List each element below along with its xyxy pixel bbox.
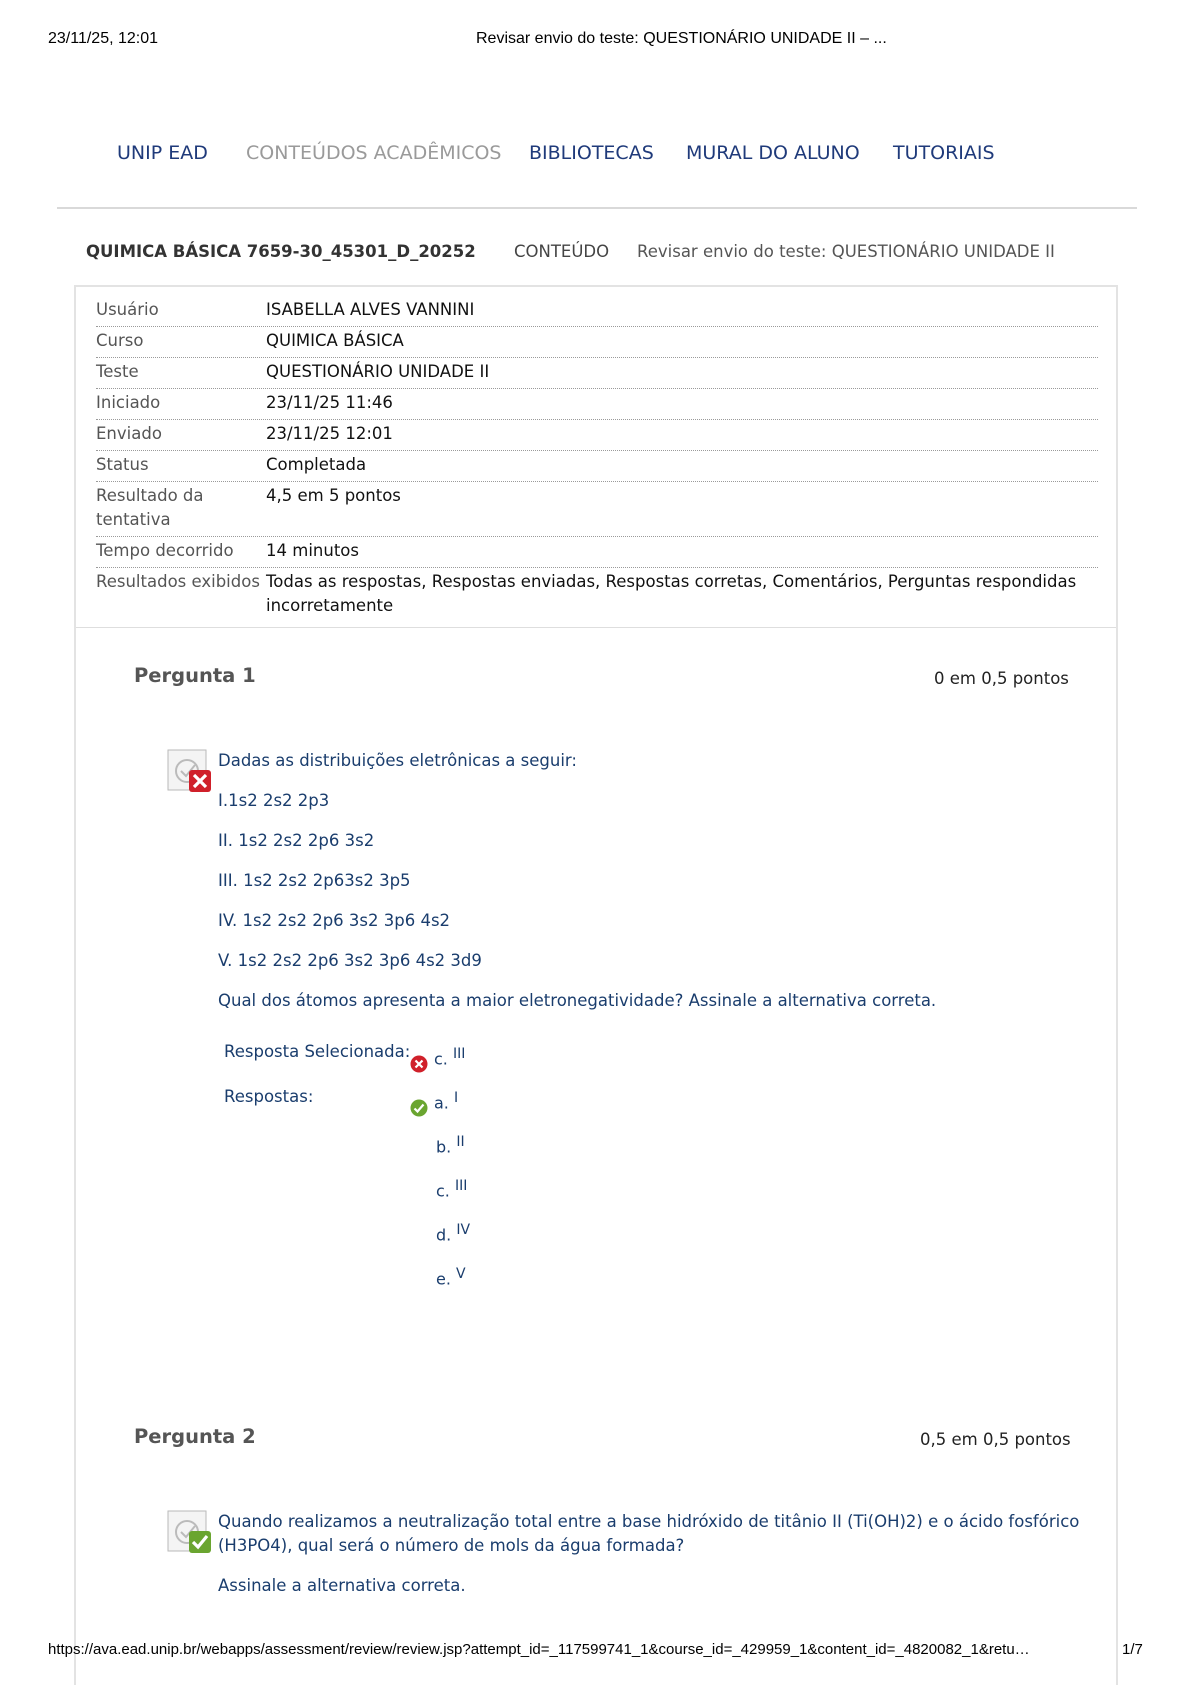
answer-option-c [436,1178,467,1200]
info-label: Usuário [96,300,159,319]
question-2-title: Pergunta 2 [134,1425,256,1448]
info-value: 14 minutos [266,541,359,560]
info-label: Enviado [96,424,162,443]
answer-option-b [436,1134,465,1156]
print-title: Revisar envio do teste: QUESTIONÁRIO UNIDADE II – ... [476,30,887,47]
option-text: IV [456,1222,471,1238]
breadcrumb-current-page: Revisar envio do teste: QUESTIONÁRIO UNIDADE II [637,242,1055,261]
info-row-iniciado [96,391,1098,420]
info-row-status [96,453,1098,482]
question-2-text: Quando realizamos a neutralização total entre a base hidróxido de titânio II (Ti(OH)2) e o ácido fosfórico (H3PO4), qual será o número de mols da água formada? [218,1512,1080,1555]
info-label: Resultado da tentativa [96,486,204,529]
question-1-item: I.1s2 2s2 2p3 [218,791,330,810]
option-letter: b. [436,1137,452,1157]
question-1-intro: Dadas as distribuições eletrônicas a seguir: [218,751,577,770]
breadcrumb-course[interactable]: QUIMICA BÁSICA 7659-30_45301_D_20252 [86,242,476,261]
question-1-item: IV. 1s2 2s2 2p6 3s2 3p6 4s2 [218,911,451,930]
nav-bibliotecas[interactable]: BIBLIOTECAS [529,142,654,164]
option-letter: d. [436,1225,452,1245]
print-footer-url: https://ava.ead.unip.br/webapps/assessment/review/review.jsp?attempt_id=_117599741_1&course_id=_429959_1&content_id=_4820082_1&retu… [48,1641,1030,1658]
info-row-resultados-exibidos [96,570,1098,622]
info-value: 4,5 em 5 pontos [266,486,401,505]
question-1-item: III. 1s2 2s2 2p63s2 3p5 [218,871,411,890]
info-divider [76,627,1116,628]
info-value: ISABELLA ALVES VANNINI [266,300,475,319]
selected-answer-label: Resposta Selecionada: [224,1042,411,1061]
info-value: QUIMICA BÁSICA [266,331,404,350]
question-1-item: II. 1s2 2s2 2p6 3s2 [218,831,375,850]
info-row-tempo [96,539,1098,568]
answer-option-e [436,1266,466,1288]
nav-conteudos-academicos[interactable]: CONTEÚDOS ACADÊMICOS [246,142,502,164]
print-page-number: 1/7 [1122,1641,1143,1658]
option-letter: c. [434,1049,448,1069]
answer-option-a [434,1090,458,1112]
incorrect-answer-icon [167,749,211,793]
question-1-prompt: Qual dos átomos apresenta a maior eletronegatividade? Assinale a alternativa correta. [218,991,937,1010]
info-label: Iniciado [96,393,161,412]
nav-divider [57,207,1137,209]
info-row-resultado [96,484,1098,537]
question-2-instruction: Assinale a alternativa correta. [218,1576,466,1595]
answer-option-d [436,1222,470,1244]
info-label: Curso [96,331,144,350]
correct-mark-icon [410,1099,428,1121]
option-text: I [453,1090,459,1106]
question-1-title: Pergunta 1 [134,664,256,687]
info-row-enviado [96,422,1098,451]
breadcrumb-section[interactable]: CONTEÚDO [514,242,610,261]
nav-tutoriais[interactable]: TUTORIAIS [893,142,995,164]
question-2-points: 0,5 em 0,5 pontos [920,1430,1071,1449]
info-value: Todas as respostas, Respostas enviadas, Respostas corretas, Comentários, Perguntas respondidas incorretamente [266,572,1077,615]
info-row-curso [96,329,1098,358]
nav-unip-ead[interactable]: UNIP EAD [117,142,208,164]
option-text: II [456,1134,465,1150]
question-1-item: V. 1s2 2s2 2p6 3s2 3p6 4s2 3d9 [218,951,482,970]
info-label: Resultados exibidos [96,572,260,591]
wrong-mark-icon [410,1055,428,1077]
nav-mural-do-aluno[interactable]: MURAL DO ALUNO [686,142,860,164]
option-text: III [452,1046,466,1062]
info-value: QUESTIONÁRIO UNIDADE II [266,362,490,381]
option-letter: c. [436,1181,450,1201]
option-text: V [456,1266,466,1282]
info-label: Tempo decorrido [96,541,234,560]
info-label: Teste [96,362,139,381]
info-value: Completada [266,455,367,474]
option-letter: e. [436,1269,451,1289]
info-value: 23/11/25 12:01 [266,424,393,443]
info-row-usuario [96,298,1098,327]
info-value: 23/11/25 11:46 [266,393,393,412]
option-letter: a. [434,1093,449,1113]
info-row-teste [96,360,1098,389]
print-datetime: 23/11/25, 12:01 [48,30,159,47]
attempt-info-table [96,298,1098,624]
info-label: Status [96,455,149,474]
correct-answer-icon [167,1510,211,1554]
answers-label: Respostas: [224,1087,314,1106]
option-text: III [454,1178,468,1194]
selected-answer [434,1046,465,1068]
question-1-points: 0 em 0,5 pontos [934,669,1069,688]
